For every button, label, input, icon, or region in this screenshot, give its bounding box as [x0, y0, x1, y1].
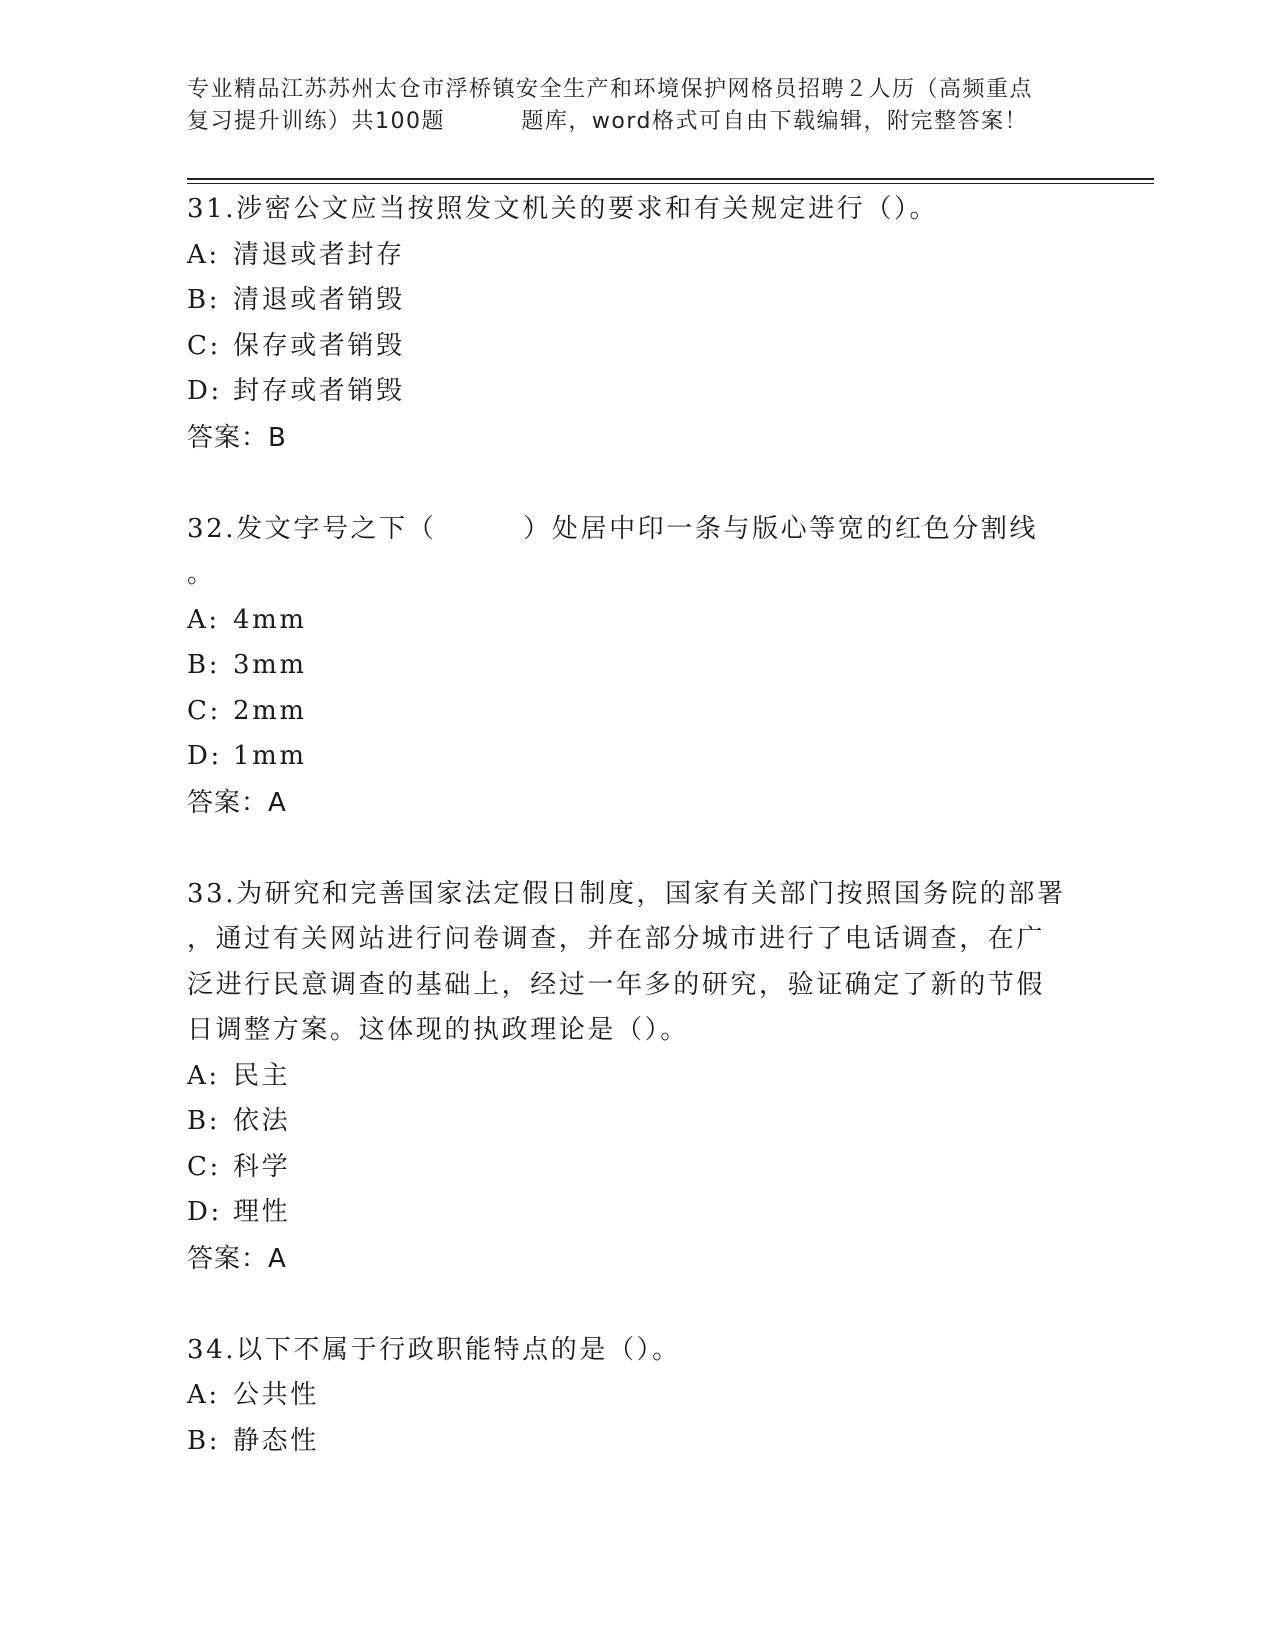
option-key: B: [187, 1106, 221, 1136]
question-stem: 33.为研究和完善国家法定假日制度，国家有关部门按照国务院的部署 [187, 878, 1066, 909]
header-divider-thick [187, 178, 1154, 180]
question-stem: 31.涉密公文应当按照发文机关的要求和有关规定进行（）。 [187, 194, 939, 224]
option-key: A: [187, 1060, 220, 1091]
option-text: 2mm [233, 695, 307, 726]
question-stem-continued: 。 [187, 559, 216, 589]
question-33 [187, 872, 1087, 1282]
header-divider-thin [187, 183, 1154, 184]
option-text: 公共性 [233, 1380, 319, 1410]
header-title-line-1: 专业精品江苏苏州太仓市浮桥镇安全生产和环境保护网格员招聘２人历（高频重点 [187, 77, 1034, 102]
question-list [187, 187, 1087, 1510]
option-key: B: [187, 285, 221, 315]
option-key: D: [187, 741, 222, 771]
option-key: C: [187, 695, 221, 726]
option-b [187, 1419, 1087, 1465]
answer-line: 答案：A [187, 787, 287, 818]
option-key: C: [187, 330, 221, 361]
option-c [187, 1145, 1087, 1191]
option-d [187, 734, 1087, 780]
option-d [187, 1190, 1087, 1236]
answer-line: 答案：B [187, 422, 287, 453]
option-c [187, 324, 1087, 370]
option-text: 1mm [233, 741, 307, 771]
option-key: D: [187, 1197, 222, 1227]
option-key: B: [187, 650, 221, 680]
option-a [187, 598, 1087, 644]
option-c [187, 689, 1087, 735]
option-b [187, 1099, 1087, 1145]
option-text: 保存或者销毁 [233, 330, 405, 361]
option-text: 依法 [233, 1106, 291, 1136]
option-key: A: [187, 604, 220, 635]
option-b [187, 643, 1087, 689]
option-a [187, 1373, 1087, 1419]
option-key: B: [187, 1425, 221, 1456]
option-key: A: [187, 239, 220, 270]
option-b [187, 278, 1087, 324]
question-stem-continued: 泛进行民意调查的基础上，经过一年多的研究，验证确定了新的节假 [187, 969, 1046, 1000]
option-text: 清退或者销毁 [233, 285, 405, 315]
option-d [187, 369, 1087, 415]
option-text: 4mm [233, 604, 307, 635]
option-text: 3mm [233, 650, 307, 680]
option-text: 封存或者销毁 [233, 376, 405, 406]
option-a [187, 233, 1087, 279]
header-title-line-2: 复习提升训练）共100题 题库，word格式可自由下载编辑，附完整答案！ [187, 109, 1029, 134]
question-stem: 34.以下不属于行政职能特点的是（）。 [187, 1334, 681, 1365]
option-key: A: [187, 1380, 220, 1410]
option-text: 清退或者封存 [233, 239, 405, 270]
option-text: 静态性 [233, 1425, 319, 1456]
question-stem-continued: ，通过有关网站进行问卷调查，并在部分城市进行了电话调查，在广 [187, 924, 1046, 954]
option-text: 科学 [233, 1151, 291, 1182]
option-text: 民主 [233, 1060, 291, 1091]
option-key: D: [187, 376, 222, 406]
question-stem: 32.发文字号之下（ ）处居中印一条与版心等宽的红色分割线 [187, 513, 1039, 544]
question-31 [187, 187, 1087, 461]
option-text: 理性 [233, 1197, 291, 1227]
question-34 [187, 1328, 1087, 1465]
option-key: C: [187, 1151, 221, 1182]
answer-line: 答案：A [187, 1243, 287, 1274]
document-header [187, 74, 1087, 138]
option-a [187, 1054, 1087, 1100]
question-stem-continued: 日调整方案。这体现的执政理论是（）。 [187, 1015, 689, 1045]
question-32 [187, 507, 1087, 826]
